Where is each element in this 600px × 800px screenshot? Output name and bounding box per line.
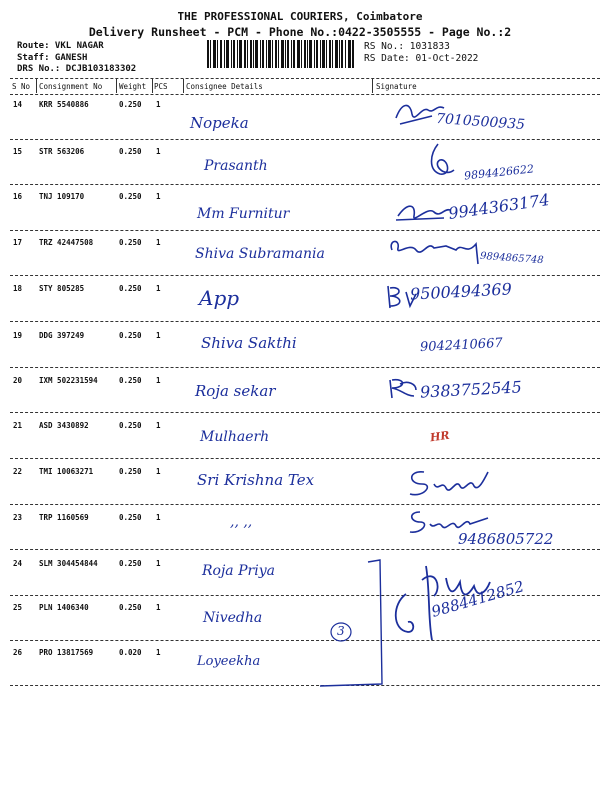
signature-icon xyxy=(392,96,452,132)
hr-stamp: HR xyxy=(429,428,451,445)
consignee-handwriting: Nivedha xyxy=(203,610,263,626)
row-weight: 0.250 xyxy=(119,238,142,247)
row-pcs: 1 xyxy=(156,331,161,340)
row-weight: 0.250 xyxy=(119,147,142,156)
rs-number: RS No.: 1031833 xyxy=(364,41,450,52)
row-consignment: STR 563206 xyxy=(39,147,85,156)
phone-handwriting: 9944363174 xyxy=(447,190,551,223)
row-divider xyxy=(10,321,600,322)
staff-label: Staff: GANESH xyxy=(17,53,88,63)
phone-handwriting: 9383752545 xyxy=(419,377,523,402)
consignee-handwriting: Mm Furnitur xyxy=(197,206,290,222)
col-divider xyxy=(183,79,184,93)
row-weight: 0.250 xyxy=(119,100,142,109)
col-divider xyxy=(36,79,37,93)
row-weight: 0.250 xyxy=(119,376,142,385)
runsheet-subtitle: Delivery Runsheet - PCM - Phone No.:0422-3505555 - Page No.:2 xyxy=(88,25,512,39)
consignee-handwriting: Mulhaerh xyxy=(200,429,270,445)
signature-icon xyxy=(386,374,422,404)
consignee-handwriting: Nopeka xyxy=(190,114,249,132)
row-divider xyxy=(10,504,600,505)
barcode xyxy=(207,40,354,68)
rs-date: RS Date: 01-Oct-2022 xyxy=(364,53,479,64)
row-sno: 18 xyxy=(13,284,23,293)
row-divider xyxy=(10,367,600,368)
row-pcs: 1 xyxy=(156,648,161,657)
phone-handwriting: 9500494369 xyxy=(409,279,513,304)
row-consignment: DDG 397249 xyxy=(39,331,85,340)
row-pcs: 1 xyxy=(156,147,161,156)
col-divider xyxy=(372,79,373,93)
row-consignment: PRO 13817569 xyxy=(39,648,94,657)
consignee-handwriting: Shiva Subramania xyxy=(195,246,325,262)
row-pcs: 1 xyxy=(156,192,161,201)
row-pcs: 1 xyxy=(156,238,161,247)
row-sno: 20 xyxy=(13,376,23,385)
row-divider xyxy=(10,184,600,185)
row-weight: 0.250 xyxy=(119,513,142,522)
row-weight: 0.250 xyxy=(119,559,142,568)
row-consignment: SLM 304454844 xyxy=(39,559,98,568)
row-consignment: TMI 10063271 xyxy=(39,467,94,476)
row-weight: 0.250 xyxy=(119,331,142,340)
consignee-handwriting: Shiva Sakthi xyxy=(201,334,297,352)
row-consignment: KRR 5540886 xyxy=(39,100,89,109)
col-divider xyxy=(152,79,153,93)
consignee-handwriting: App xyxy=(199,286,240,310)
header-rule-bottom xyxy=(10,94,600,95)
col-consignee: Consignee Details xyxy=(186,82,263,91)
group-phone-handwriting: 9884412852 xyxy=(429,577,527,621)
phone-handwriting: 9486805722 xyxy=(458,530,554,548)
col-divider xyxy=(116,79,117,93)
signature-icon xyxy=(384,282,420,312)
phone-handwriting: 9894865748 xyxy=(479,250,544,267)
row-pcs: 1 xyxy=(156,376,161,385)
row-weight: 0.250 xyxy=(119,192,142,201)
drs-number: DRS No.: DCJB103183302 xyxy=(17,64,137,74)
row-pcs: 1 xyxy=(156,100,161,109)
row-weight: 0.250 xyxy=(119,603,142,612)
col-consignment: Consignment No xyxy=(39,82,103,91)
row-sno: 21 xyxy=(13,421,23,430)
row-sno: 16 xyxy=(13,192,23,201)
row-divider xyxy=(10,275,600,276)
row-sno: 26 xyxy=(13,648,23,657)
row-sno: 22 xyxy=(13,467,23,476)
row-weight: 0.020 xyxy=(119,648,142,657)
phone-handwriting: 9042410667 xyxy=(419,335,504,356)
row-weight: 0.250 xyxy=(119,284,142,293)
row-divider xyxy=(10,549,600,550)
row-divider xyxy=(10,412,600,413)
row-pcs: 1 xyxy=(156,603,161,612)
row-divider xyxy=(10,139,600,140)
row-pcs: 1 xyxy=(156,467,161,476)
row-pcs: 1 xyxy=(156,284,161,293)
row-consignment: TNJ 109170 xyxy=(39,192,85,201)
col-sno: S No xyxy=(12,82,31,91)
phone-handwriting: 7010500935 xyxy=(435,110,526,134)
row-pcs: 1 xyxy=(156,421,161,430)
signature-icon xyxy=(386,232,486,270)
row-sno: 23 xyxy=(13,513,23,522)
row-sno: 17 xyxy=(13,238,23,247)
row-sno: 24 xyxy=(13,559,23,568)
row-sno: 19 xyxy=(13,331,23,340)
route-label: Route: VKL NAGAR xyxy=(17,41,104,51)
row-consignment: TRZ 42447508 xyxy=(39,238,94,247)
col-weight: Weight xyxy=(119,82,147,91)
row-divider xyxy=(10,458,600,459)
row-sno: 14 xyxy=(13,100,23,109)
row-divider xyxy=(10,230,600,231)
row-consignment: ASD 3430892 xyxy=(39,421,89,430)
circled-count: 3 xyxy=(337,624,345,638)
row-consignment: TRP 1160569 xyxy=(39,513,89,522)
row-consignment: IXM 502231594 xyxy=(39,376,98,385)
row-pcs: 1 xyxy=(156,559,161,568)
row-sno: 15 xyxy=(13,147,23,156)
signature-icon xyxy=(394,194,454,226)
signature-icon xyxy=(404,508,494,538)
signature-icon xyxy=(418,140,468,182)
signature-icon xyxy=(386,560,502,650)
consignee-handwriting: Loyeekha xyxy=(197,654,261,669)
consignee-handwriting: Roja Priya xyxy=(202,563,275,579)
row-consignment: PLN 1406340 xyxy=(39,603,89,612)
col-signature: Signature xyxy=(376,82,417,91)
row-weight: 0.250 xyxy=(119,467,142,476)
header-rule-top xyxy=(10,78,600,79)
phone-handwriting: 9894426622 xyxy=(463,162,535,183)
group-bracket xyxy=(300,556,390,690)
consignee-handwriting: Roja sekar xyxy=(195,382,276,400)
signature-icon xyxy=(404,466,494,502)
row-sno: 25 xyxy=(13,603,23,612)
consignee-handwriting: ,, ,, xyxy=(230,514,253,530)
col-pcs: PCS xyxy=(154,82,168,91)
company-title: THE PROFESSIONAL COURIERS, Coimbatore xyxy=(177,10,423,23)
consignee-handwriting: Prasanth xyxy=(204,158,268,174)
row-pcs: 1 xyxy=(156,513,161,522)
row-consignment: STY 805285 xyxy=(39,284,85,293)
row-weight: 0.250 xyxy=(119,421,142,430)
consignee-handwriting: Sri Krishna Tex xyxy=(197,471,315,489)
